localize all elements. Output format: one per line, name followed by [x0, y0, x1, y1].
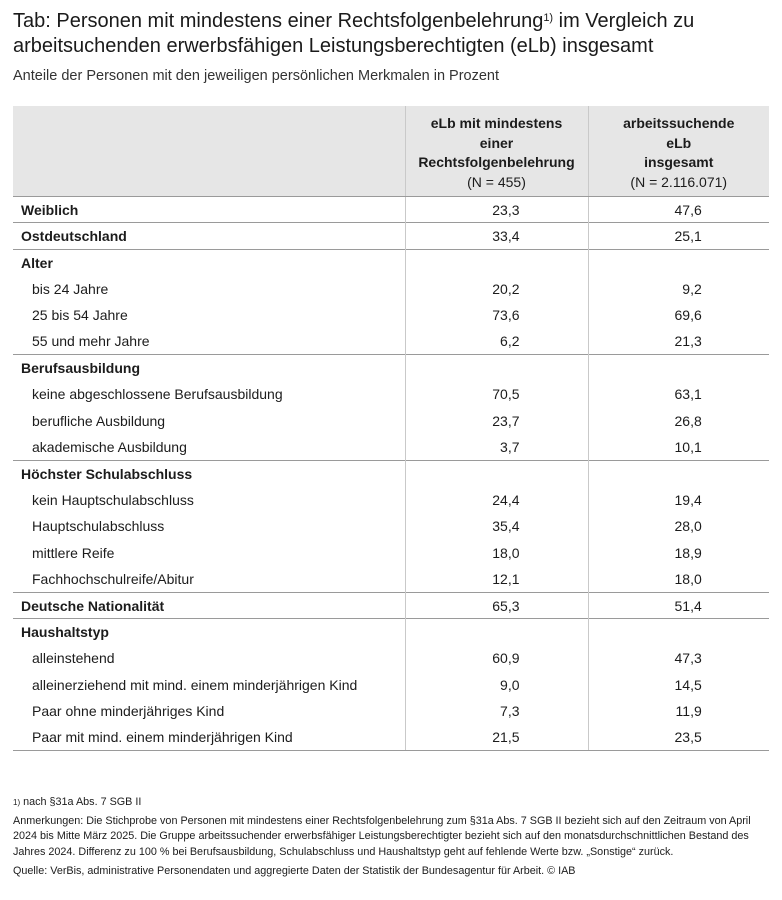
cell-value: 9,0: [500, 676, 520, 693]
cell-value: 60,9: [492, 650, 520, 667]
cell-value: 63,1: [674, 386, 702, 403]
cell-value: 47,3: [674, 650, 702, 667]
table-row: [13, 513, 769, 539]
footnote: [13, 795, 773, 811]
cell-value: 20,2: [492, 280, 520, 297]
row-label: Weiblich: [13, 197, 405, 223]
row-label: Haushaltstyp: [13, 619, 405, 645]
cell-value: 12,1: [492, 570, 520, 587]
cell-value: 70,5: [492, 386, 520, 403]
cell-value: 14,5: [674, 676, 702, 693]
header-corner: [13, 106, 405, 197]
row-label: Ostdeutschland: [13, 223, 405, 249]
cell-value: 21,5: [492, 729, 520, 746]
cell-value: 65,3: [492, 597, 520, 614]
table-row: [13, 566, 769, 592]
table-row: [13, 592, 769, 618]
table-notes: [13, 795, 773, 880]
subtitle: Anteile der Personen mit den jeweiligen persönlichen Merkmalen in Prozent: [13, 68, 500, 84]
cell-value: 18,0: [674, 570, 702, 587]
cell-value: 35,4: [492, 518, 520, 535]
cell-value: 19,4: [674, 491, 702, 508]
table-row: [13, 381, 769, 407]
row-label: Hauptschulabschluss: [32, 518, 165, 535]
cell-value: 69,6: [674, 307, 702, 324]
source-text: Quelle: VerBis, administrative Personendaten und aggregierte Daten der Statistik der Bundesagentur für Arbeit. © IAB: [13, 865, 576, 877]
row-label: Berufsausbildung: [13, 355, 405, 381]
header-column-elb-rfb: [405, 106, 588, 197]
cell-value: 23,3: [492, 201, 520, 218]
table-row: [13, 355, 769, 381]
row-label: 55 und mehr Jahre: [32, 333, 150, 350]
row-label: Paar ohne minderjähriges Kind: [32, 703, 225, 720]
row-label: Alter: [13, 249, 405, 275]
header-line: Rechtsfolgenbelehrung: [418, 154, 575, 170]
table-row: [13, 460, 769, 486]
cell-value: 23,5: [674, 729, 702, 746]
row-label: berufliche Ausbildung: [32, 412, 166, 429]
row-label: akademische Ausbildung: [32, 438, 187, 455]
table-header-row: [13, 106, 769, 197]
cell-value: 21,3: [674, 333, 702, 350]
header-column-elb-total: [588, 106, 769, 197]
cell-value: 33,4: [492, 228, 520, 245]
row-label: keine abgeschlossene Berufsausbildung: [32, 386, 283, 403]
cell-value: 47,6: [674, 201, 702, 218]
header-n: (N = 2.116.071): [630, 173, 728, 190]
table-row: [13, 328, 769, 354]
cell-value: 7,3: [500, 703, 520, 720]
row-label: Paar mit mind. einem minderjährigen Kind: [13, 724, 405, 750]
row-label: mittlere Reife: [32, 544, 115, 561]
table-row: [13, 197, 769, 223]
row-label: alleinstehend: [32, 650, 115, 667]
cell-value: 18,9: [674, 544, 702, 561]
table-row: [13, 249, 769, 275]
cell-value: 9,2: [682, 280, 702, 297]
table-row: [13, 540, 769, 566]
cell-value: 24,4: [492, 491, 520, 508]
table-row: [13, 698, 769, 724]
table-row: [13, 302, 769, 328]
cell-value: 28,0: [674, 518, 702, 535]
title-footnote-mark: 1): [543, 12, 554, 24]
table-row: [13, 672, 769, 698]
table-row: [13, 223, 769, 249]
header-line: arbeitssuchende: [623, 115, 735, 131]
cell-value: 10,1: [674, 438, 702, 455]
row-label: alleinerziehend mit mind. einem minderjährigen Kind: [32, 676, 358, 693]
title-part2: im Vergleich zu arbeitsuchenden erwerbsfähigen Leistungsberechtigten (eLb) insgesamt: [13, 10, 695, 57]
cell-value: 11,9: [675, 703, 702, 720]
table-row: [13, 276, 769, 302]
header-line: eLb mit mindestens: [430, 115, 563, 131]
cell-value: 6,2: [500, 333, 520, 350]
comparison-table: [13, 106, 769, 751]
footnote-text: nach §31a Abs. 7 SGB II: [20, 796, 142, 808]
table-row: [13, 619, 769, 645]
row-label: Deutsche Nationalität: [13, 592, 405, 618]
remarks-text: Anmerkungen: Die Stichprobe von Personen mit mindestens einer Rechtsfolgenbelehrung zum §31a Abs. 7 SGB II bezieht sich auf den Zeitraum von April 2024 bis Mitte März 2025. Die Gruppe arbeitssuchender erwerbsfähiger Leistungsberechtigter bezieht sich auf den monatsdurchschnittlichen Bestand des Jahres 2024. Differenz zu 100 % bei Berufsausbildung, Schulabschluss und Haushaltstyp geht auf fehlende Werte bzw. „Sonstige“ zurück.: [13, 814, 751, 858]
page-title: [13, 9, 773, 59]
header-n: (N = 455): [467, 173, 526, 190]
cell-value: 25,1: [674, 228, 702, 245]
cell-value: 73,6: [492, 307, 520, 324]
cell-value: 26,8: [674, 412, 702, 429]
table-row: [13, 434, 769, 460]
row-label: bis 24 Jahre: [32, 280, 109, 297]
row-label: kein Hauptschulabschluss: [32, 491, 194, 508]
row-label: 25 bis 54 Jahre: [32, 307, 128, 324]
table-row: [13, 487, 769, 513]
header-line: eLb: [666, 134, 692, 151]
row-label: Fachhochschulreife/Abitur: [32, 570, 194, 587]
cell-value: 3,7: [500, 438, 520, 455]
table-row: [13, 408, 769, 434]
header-line: insgesamt: [644, 154, 714, 170]
cell-value: 51,4: [674, 597, 702, 614]
row-label: Höchster Schulabschluss: [13, 460, 405, 486]
cell-value: 18,0: [492, 544, 520, 561]
table-row: [13, 645, 769, 671]
table-row: [13, 724, 769, 750]
title-part1: Tab: Personen mit mindestens einer Rechtsfolgenbelehrung: [13, 10, 544, 32]
header-line: einer: [479, 134, 514, 151]
footnote-mark: 1): [13, 798, 21, 807]
cell-value: 23,7: [492, 412, 520, 429]
